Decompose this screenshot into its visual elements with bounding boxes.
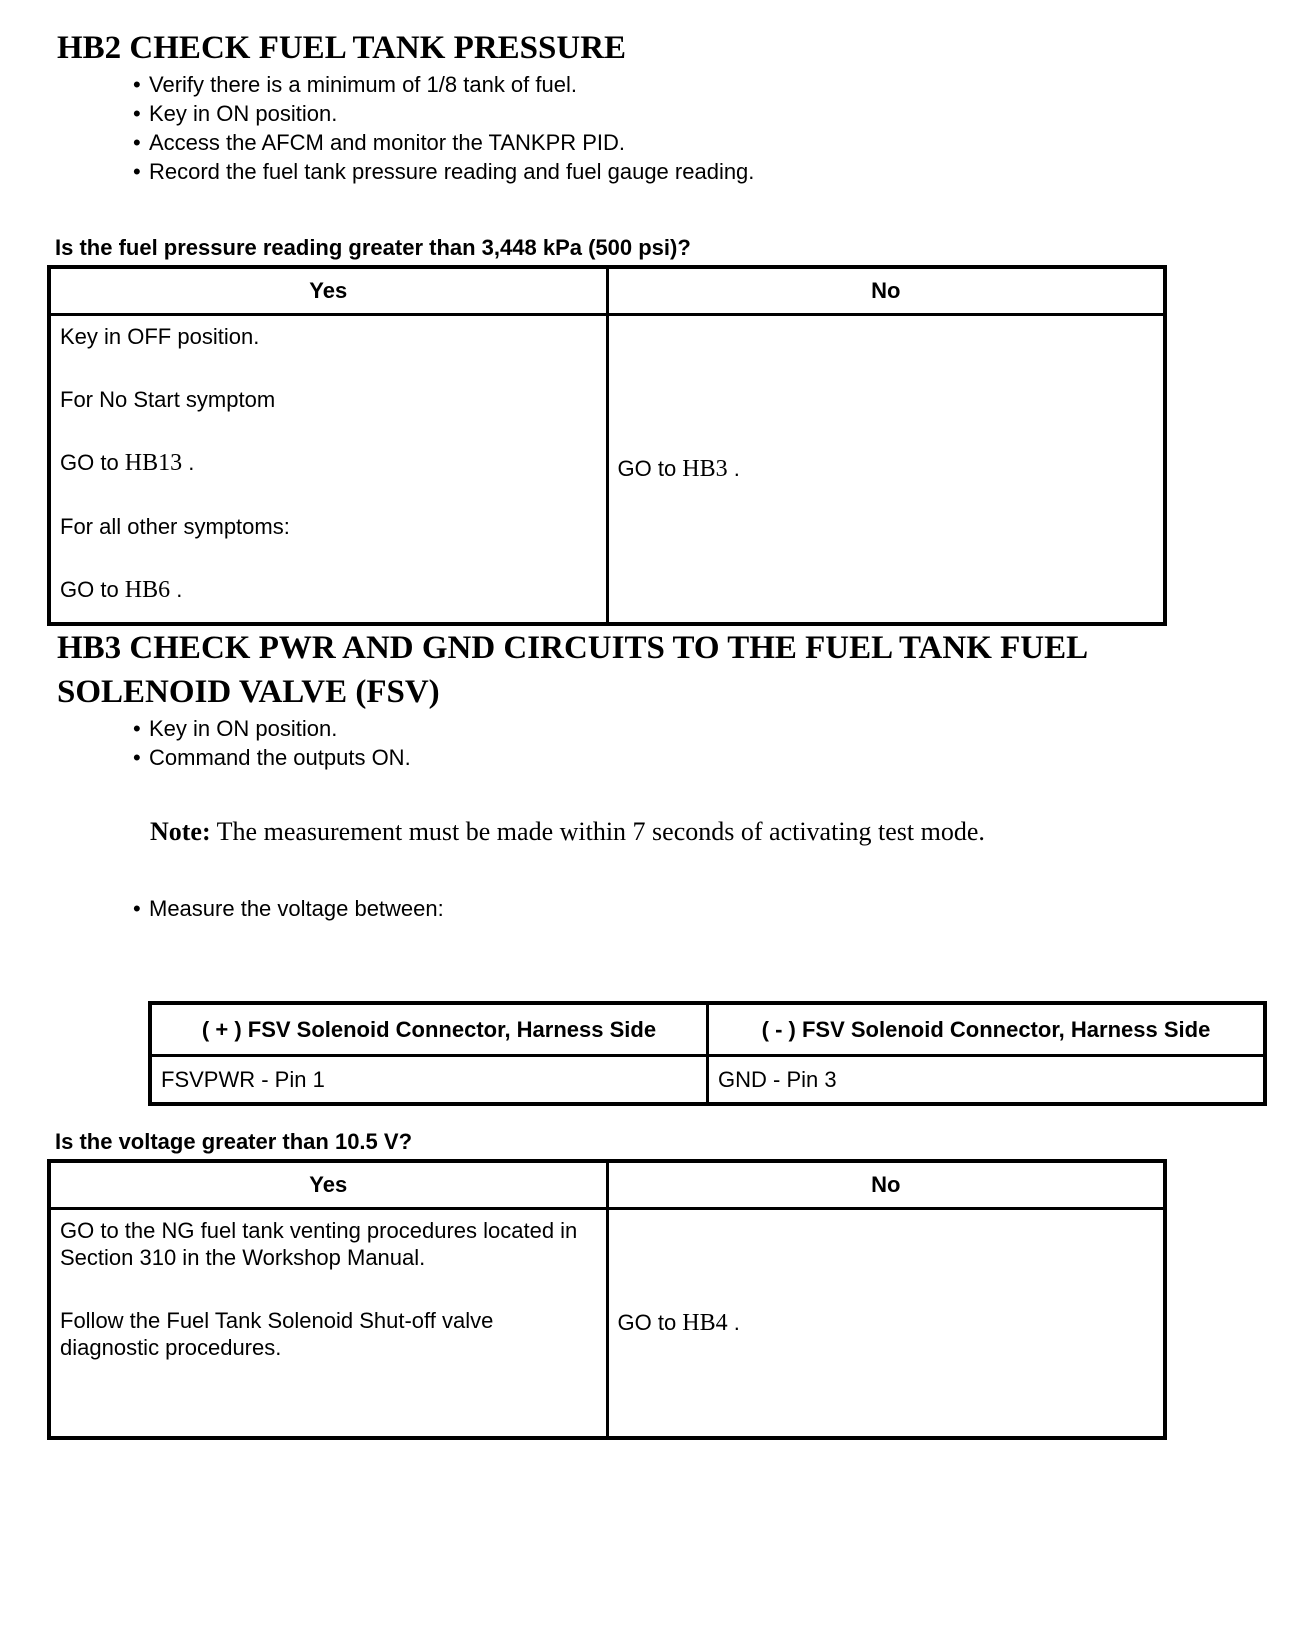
hb3-no-goto-line <box>618 1309 1155 1337</box>
measure-voltage-list <box>47 894 1272 923</box>
goto-suffix: . <box>170 577 183 602</box>
yes-column-header: Yes <box>49 267 607 315</box>
hb3-yes-cell <box>49 1209 607 1439</box>
hb2-question: Is the fuel pressure reading greater than 3,448 kPa (500 psi)? <box>55 235 691 260</box>
goto-suffix: . <box>727 456 740 481</box>
hb2-step-item: • Key in ON position. <box>133 99 1272 128</box>
goto-text: GO to <box>617 456 683 481</box>
hb2-no-goto-line <box>618 455 1155 483</box>
hb3-decision-table <box>47 1159 1167 1440</box>
hb3-section-title: HB3 CHECK PWR AND GND CIRCUITS TO THE FUEL TANK FUEL SOLENOID VALVE (FSV) <box>57 630 1087 710</box>
goto-suffix: . <box>727 1310 740 1335</box>
goto-text: GO to <box>60 450 125 475</box>
ref-link-hb4[interactable]: HB4 <box>682 1310 728 1336</box>
hb2-step-item: • Access the AFCM and monitor the TANKPR PID. <box>133 128 1272 157</box>
ref-link-hb13[interactable]: HB13 <box>124 450 183 476</box>
hb2-yes-goto-line <box>60 576 597 604</box>
hb3-yes-paragraph: Follow the Fuel Tank Solenoid Shut-off valve diagnostic procedures. <box>60 1308 494 1360</box>
yes-column-header: Yes <box>49 1161 607 1209</box>
table-row <box>150 1056 1265 1105</box>
ref-link-hb3[interactable]: HB3 <box>682 456 728 482</box>
goto-text: GO to <box>617 1310 683 1335</box>
note-paragraph <box>150 816 1272 848</box>
table-row <box>49 315 1165 625</box>
note-label: Note: <box>150 817 211 846</box>
negative-pin-cell: GND - Pin 3 <box>708 1056 1266 1105</box>
hb3-step-item: • Command the outputs ON. <box>133 743 1272 772</box>
goto-text: GO to <box>60 577 125 602</box>
positive-lead-header: ( + ) FSV Solenoid Connector, Harness Side <box>150 1003 708 1056</box>
hb2-yes-line: For No Start symptom <box>60 387 276 412</box>
hb2-decision-table <box>47 265 1167 626</box>
ref-link-hb6[interactable]: HB6 <box>124 577 171 603</box>
positive-pin-cell: FSVPWR - Pin 1 <box>150 1056 708 1105</box>
hb3-step-list <box>47 714 1272 772</box>
table-row <box>49 1209 1165 1439</box>
hb2-no-cell <box>607 315 1165 625</box>
hb2-yes-line: For all other symptoms: <box>60 514 290 539</box>
hb2-step-item: • Record the fuel tank pressure reading and fuel gauge reading. <box>133 157 1272 186</box>
no-column-header: No <box>607 1161 1165 1209</box>
fsv-connector-table <box>148 1001 1267 1106</box>
hb2-step-item: • Verify there is a minimum of 1/8 tank of fuel. <box>133 70 1272 99</box>
negative-lead-header: ( - ) FSV Solenoid Connector, Harness Side <box>708 1003 1266 1056</box>
hb2-yes-cell <box>49 315 607 625</box>
hb3-yes-paragraph: GO to the NG fuel tank venting procedures located in Section 310 in the Workshop Manual. <box>60 1218 578 1270</box>
table-header-row <box>49 267 1165 315</box>
table-header-row <box>150 1003 1265 1056</box>
no-column-header: No <box>607 267 1165 315</box>
hb3-question: Is the voltage greater than 10.5 V? <box>55 1129 413 1154</box>
goto-suffix: . <box>182 450 195 475</box>
hb3-no-cell <box>607 1209 1165 1439</box>
measure-voltage-item: • Measure the voltage between: <box>133 894 1272 923</box>
note-text: The measurement must be made within 7 seconds of activating test mode. <box>210 817 985 846</box>
hb3-step-item: • Key in ON position. <box>133 714 1272 743</box>
table-header-row <box>49 1161 1165 1209</box>
hb2-yes-line: Key in OFF position. <box>60 324 260 349</box>
hb2-step-list <box>47 70 1272 186</box>
hb2-section-title: HB2 CHECK FUEL TANK PRESSURE <box>57 30 627 66</box>
hb2-yes-goto-line <box>60 449 597 477</box>
